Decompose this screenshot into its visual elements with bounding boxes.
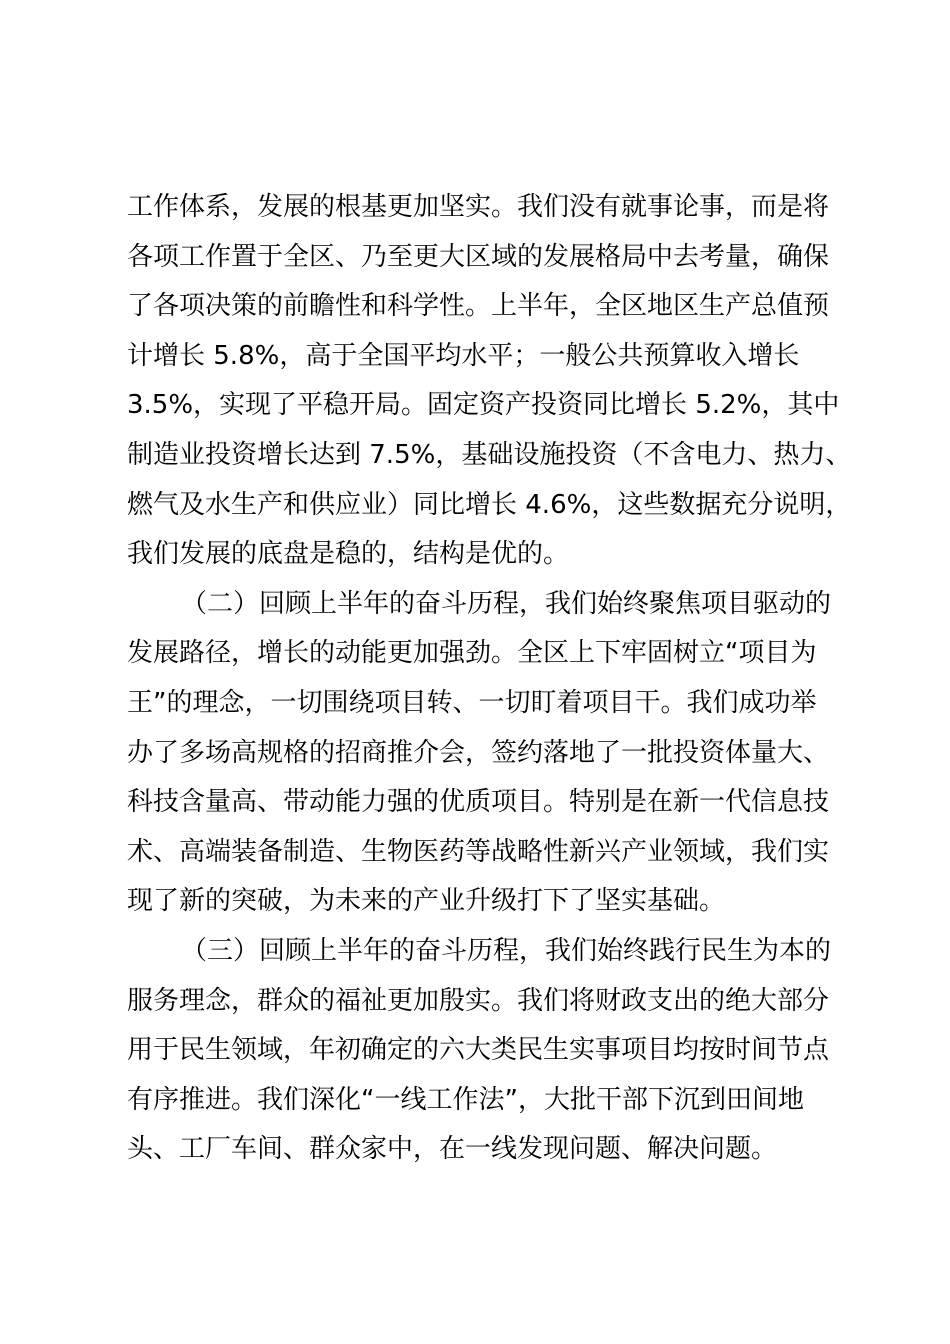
text-line: 工作体系，发展的根基更加坚实。我们没有就事论事，而是将 xyxy=(127,192,830,222)
text-line: 王”的理念，一切围绕项目转、一切盯着项目干。我们成功举 xyxy=(127,687,817,718)
text-line: 发展路径，增长的动能更加强劲。全区上下牢固树立“项目为 xyxy=(127,638,817,669)
text-line: 制造业投资增长达到 7.5%，基础设施投资（不含电力、热力、 xyxy=(127,439,852,470)
paragraph-3-start: （三）回顾上半年的奋斗历程，我们始终践行民生为本的 xyxy=(181,935,832,966)
text-line: 3.5%，实现了平稳开局。固定资产投资同比增长 5.2%，其中 xyxy=(127,390,840,421)
text-line: 头、工厂车间、群众家中，在一线发现问题、解决问题。 xyxy=(127,1134,778,1165)
text-line: 现了新的突破，为未来的产业升级打下了坚实基础。 xyxy=(127,886,726,917)
text-line: 计增长 5.8%，高于全国平均水平；一般公共预算收入增长 xyxy=(127,340,800,371)
text-line: 有序推进。我们深化“一线工作法”，大批干部下沉到田间地 xyxy=(127,1084,804,1115)
text-line: 燃气及水生产和供应业）同比增长 4.6%，这些数据充分说明， xyxy=(127,489,852,520)
text-line: 办了多场高规格的招商推介会，签约落地了一批投资体量大、 xyxy=(127,737,830,768)
text-line: 我们发展的底盘是稳的，结构是优的。 xyxy=(127,539,570,570)
text-line: 了各项决策的前瞻性和科学性。上半年，全区地区生产总值预 xyxy=(127,291,830,322)
document-body xyxy=(127,183,857,1175)
text-line: 用于民生领域，年初确定的六大类民生实事项目均按时间节点 xyxy=(127,1035,830,1066)
text-line: 服务理念，群众的福祉更加殷实。我们将财政支出的绝大部分 xyxy=(127,985,830,1016)
text-line: 科技含量高、带动能力强的优质项目。特别是在新一代信息技 xyxy=(127,787,830,818)
text-line: 各项工作置于全区、乃至更大区域的发展格局中去考量，确保 xyxy=(127,241,830,272)
text-line: 术、高端装备制造、生物医药等战略性新兴产业领域，我们实 xyxy=(127,836,830,867)
paragraph-2-start: （二）回顾上半年的奋斗历程，我们始终聚焦项目驱动的 xyxy=(181,588,832,619)
